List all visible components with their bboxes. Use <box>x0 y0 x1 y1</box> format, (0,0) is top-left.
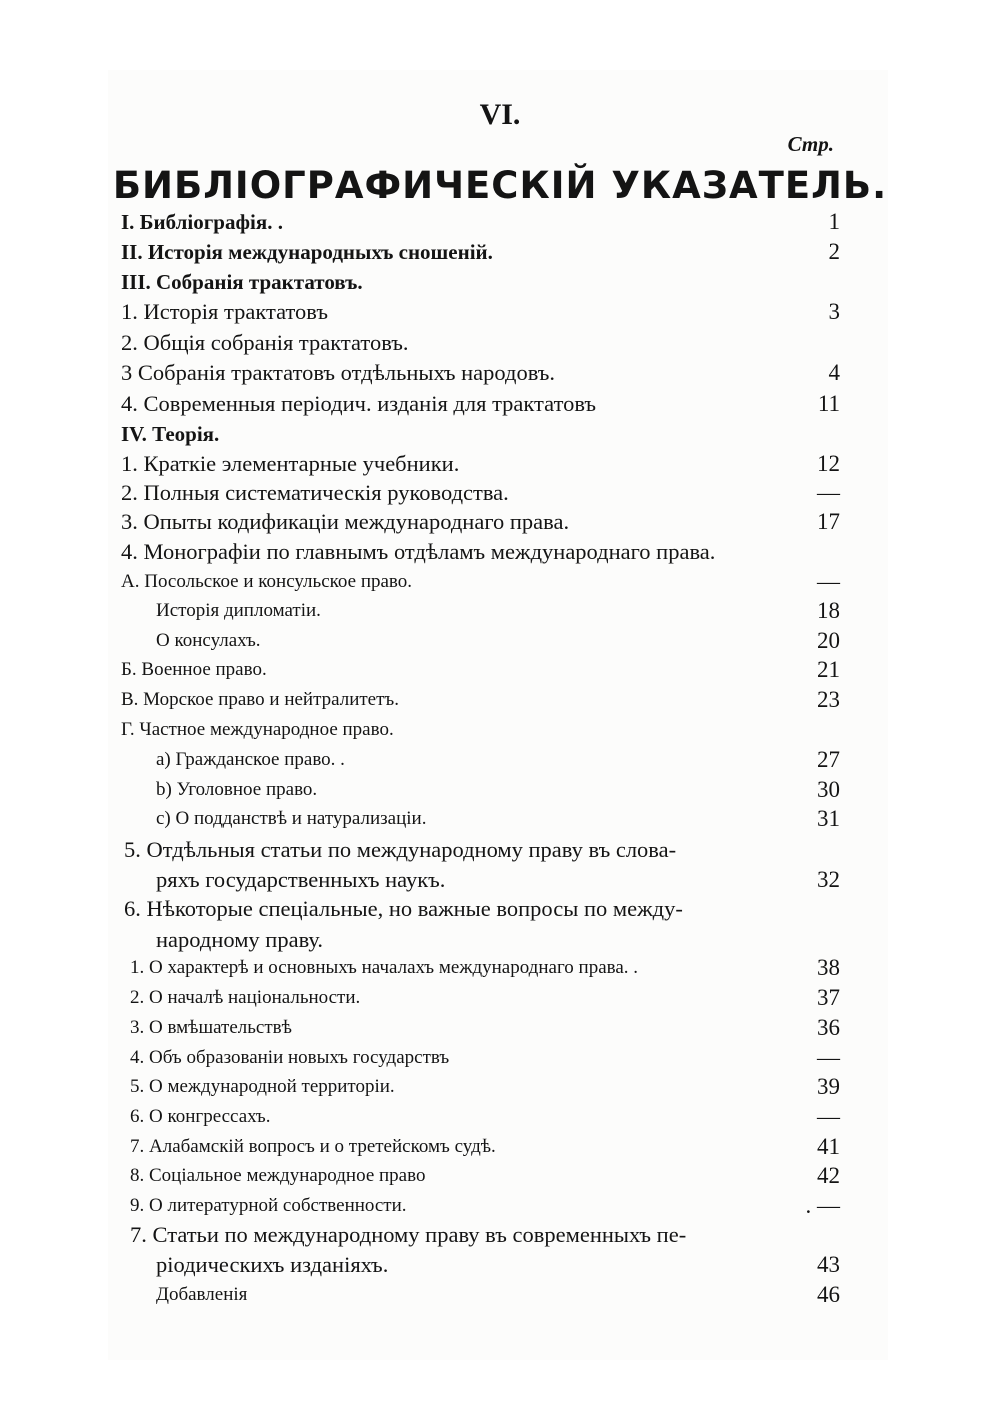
toc-entry-page: 41 <box>817 1134 840 1159</box>
toc-entry <box>0 775 1000 805</box>
toc-entry-page: 38 <box>817 955 840 980</box>
toc-entry-text: народному праву. <box>156 927 324 952</box>
toc-entry-page: — <box>817 1104 840 1129</box>
toc-entry-page: 46 <box>817 1282 840 1307</box>
toc-entry-page: 27 <box>817 747 840 772</box>
toc-entry <box>0 1280 1000 1310</box>
toc-entry-text: c) О подданствѣ и натурализаціи. <box>156 808 427 829</box>
toc-entry <box>0 1161 1000 1191</box>
toc-entry <box>0 894 1000 924</box>
toc-entry-page: 21 <box>817 657 840 682</box>
toc-entry <box>0 804 1000 834</box>
toc-entry-text: 6. О конгрессахъ. <box>130 1106 271 1127</box>
toc-entry <box>0 358 1000 388</box>
toc-entry <box>0 1043 1000 1073</box>
toc-entry-page: . — <box>805 1193 840 1218</box>
toc-entry-text: 3. О вмѣшательствѣ <box>130 1017 292 1038</box>
toc-entry <box>0 419 1000 449</box>
toc-entry-page: 23 <box>817 687 840 712</box>
toc-entry <box>0 328 1000 358</box>
toc-entry-text: 4. Монографіи по главнымъ отдѣламъ международнаго права. <box>121 539 716 564</box>
toc-entry-text: II. Исторія международныхъ сношеній. <box>121 240 493 264</box>
toc-entry-page: 17 <box>817 509 840 534</box>
toc-entry-text: Г. Частное международное право. <box>121 719 394 740</box>
toc-entry-text: 2. Полныя систематическія руководства. <box>121 480 509 505</box>
toc-entry-text: 3 Собранія трактатовъ отдѣльныхъ народовъ. <box>121 360 556 385</box>
toc-entry <box>0 1250 1000 1280</box>
toc-entry-page: 12 <box>817 451 840 476</box>
toc-entry <box>0 507 1000 537</box>
toc-entry <box>0 537 1000 567</box>
toc-entry <box>0 297 1000 327</box>
document-title: БИБЛІОГРАФИЧЕСКІЙ УКАЗАТЕЛЬ. <box>112 164 888 207</box>
toc-entry-page: 18 <box>817 598 840 623</box>
toc-entry-text: Б. Военное право. <box>121 659 267 680</box>
toc-entry <box>0 567 1000 597</box>
toc-entry-page: 11 <box>817 391 840 416</box>
toc-entry-page: 37 <box>817 985 840 1010</box>
toc-entry-text: 2. О началѣ національности. <box>130 987 361 1008</box>
toc-entry-text: a) Гражданское право. . <box>156 749 345 770</box>
toc-entry <box>0 865 1000 895</box>
toc-entry-page: 36 <box>817 1015 840 1040</box>
toc-entry <box>0 835 1000 865</box>
toc-entry-text: I. Библіографія. . <box>121 210 283 234</box>
toc-entry-text: 9. О литературной собственности. <box>130 1195 407 1216</box>
toc-entry <box>0 626 1000 656</box>
toc-entry <box>0 207 1000 237</box>
toc-entry <box>0 1072 1000 1102</box>
toc-entry <box>0 267 1000 297</box>
toc-entry-page: 4 <box>828 360 840 385</box>
toc-entry-text: 8. Соціальное международное право <box>130 1165 426 1186</box>
toc-entry <box>0 655 1000 685</box>
toc-entry-text: III. Собранія трактатовъ. <box>121 270 363 294</box>
toc-entry-page: 30 <box>817 777 840 802</box>
toc-entry <box>0 685 1000 715</box>
toc-entry-page: 2 <box>828 239 840 264</box>
toc-entry-page: — <box>817 480 840 505</box>
toc-entry-page: 39 <box>817 1074 840 1099</box>
toc-entry-page: 20 <box>817 628 840 653</box>
toc-entry-text: 6. Нѣкоторые спеціальные, но важные вопросы по между- <box>124 896 683 921</box>
toc-entry-text: 1. О характерѣ и основныхъ началахъ международнаго права. . <box>130 957 639 978</box>
toc-entry-text: Добавленія <box>156 1284 248 1305</box>
toc-entry-text: 4. Объ образованіи новыхъ государствъ <box>130 1047 450 1068</box>
page-column-header: Стр. <box>787 132 834 156</box>
toc-entry-text: ріодическихъ изданіяхъ. <box>156 1252 389 1277</box>
toc-entry <box>0 596 1000 626</box>
toc-entry <box>0 1102 1000 1132</box>
toc-entry <box>0 745 1000 775</box>
toc-entry <box>0 953 1000 983</box>
toc-entry <box>0 237 1000 267</box>
toc-entry-text: 4. Современныя періодич. изданія для трактатовъ <box>121 391 597 416</box>
toc-entry-text: b) Уголовное право. <box>156 779 318 800</box>
toc-entry <box>0 1191 1000 1221</box>
toc-entry <box>0 983 1000 1013</box>
toc-entry-text: 7. Алабамскій вопросъ и о третейскомъ судѣ. <box>130 1136 496 1157</box>
toc-entry-text: В. Морское право и нейтралитетъ. <box>121 689 399 710</box>
toc-entry-page: — <box>817 569 840 594</box>
toc-entry-text: 1. Краткіе элементарные учебники. <box>121 451 460 476</box>
toc-entry <box>0 449 1000 479</box>
toc-entry-page: 32 <box>817 867 840 892</box>
toc-entry-text: Исторія дипломатіи. <box>156 600 321 621</box>
toc-entry-text: ряхъ государственныхъ наукъ. <box>156 867 446 892</box>
toc-entry-text: А. Посольское и консульское право. <box>121 571 413 592</box>
toc-entry-text: 3. Опыты кодификаціи международнаго права. <box>121 509 570 534</box>
toc-entry-text: IV. Теорія. <box>121 422 220 446</box>
toc-entry-page: 31 <box>817 806 840 831</box>
toc-entry <box>0 478 1000 508</box>
toc-entry <box>0 715 1000 745</box>
toc-entry-text: 7. Статьи по международному праву въ современныхъ пе- <box>130 1222 687 1247</box>
toc-entry <box>0 1220 1000 1250</box>
toc-entry-page: 1 <box>828 209 840 234</box>
toc-entry-page: — <box>817 1045 840 1070</box>
toc-entry-text: 1. Исторія трактатовъ <box>121 299 328 324</box>
toc-entry <box>0 1132 1000 1162</box>
toc-entry-page: 43 <box>817 1252 840 1277</box>
toc-entry-page: 42 <box>817 1163 840 1188</box>
toc-entry-text: 5. О международной территоріи. <box>130 1076 395 1097</box>
toc-entry-text: 2. Общія собранія трактатовъ. <box>121 330 409 355</box>
toc-entry <box>0 1013 1000 1043</box>
toc-entry <box>0 925 1000 955</box>
toc-entry-text: 5. Отдѣльныя статьи по международному праву въ слова- <box>124 837 677 862</box>
toc-entry-page: 3 <box>828 299 840 324</box>
toc-entry-text: О консулахъ. <box>156 630 261 651</box>
toc-entry <box>0 389 1000 419</box>
page-number: VI. <box>479 98 521 131</box>
